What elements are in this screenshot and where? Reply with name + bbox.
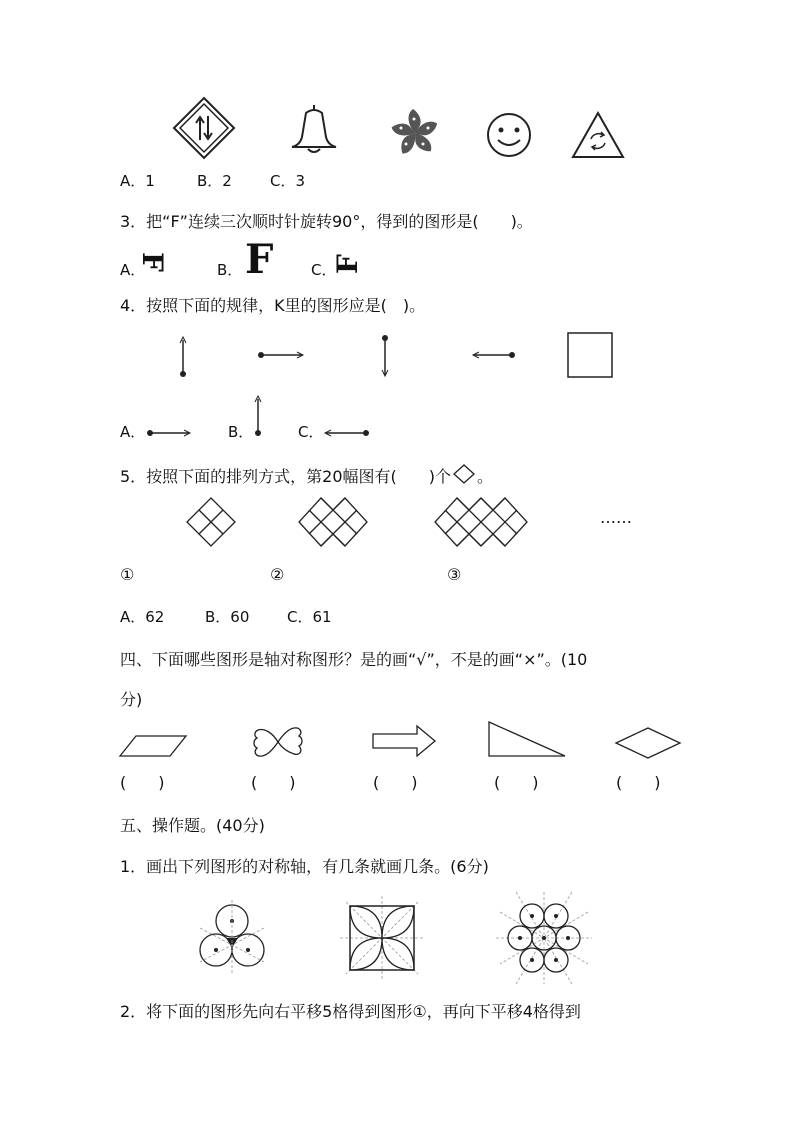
q5-option-b[interactable]: B．60	[205, 608, 250, 626]
bell-icon	[288, 103, 340, 155]
answer-blank-2[interactable]: ( )	[251, 773, 296, 792]
answer-blank-4[interactable]: ( )	[494, 773, 539, 792]
q4-option-c-arrow	[322, 426, 372, 440]
q5-question-text-main: 5．按照下面的排列方式，第20幅图有( )个	[120, 467, 452, 486]
q4-option-a[interactable]: A．	[120, 423, 146, 441]
parallelogram-shape	[118, 734, 188, 758]
smiley-face-icon	[486, 112, 532, 158]
q3-option-a[interactable]: A．	[120, 261, 146, 279]
q5-question-text	[120, 464, 493, 487]
q2-option-c[interactable]: C．3	[270, 172, 306, 190]
q3-option-c[interactable]: C．	[311, 261, 337, 279]
bow-shape	[250, 726, 306, 758]
square-petals-figure	[340, 896, 424, 980]
right-triangle-shape	[487, 720, 567, 758]
q4-option-b-arrow	[251, 393, 265, 439]
q2-option-b[interactable]: B．2	[197, 172, 232, 190]
answer-blank-1[interactable]: ( )	[120, 773, 165, 792]
s5-q2-text: 2．将下面的图形先向右平移5格得到图形①，再向下平移4格得到	[120, 1002, 581, 1021]
q5-option-c[interactable]: C．61	[287, 608, 332, 626]
q5-option-a[interactable]: A．62	[120, 608, 165, 626]
section-4-title-cont: 分)	[120, 690, 143, 709]
q4-pattern-horizontal-right	[470, 348, 520, 362]
recycle-triangle-icon	[571, 111, 625, 159]
q5-label-1: ①	[120, 565, 135, 584]
q5-figure-1	[186, 497, 236, 547]
q4-pattern-horizontal-left	[256, 348, 306, 362]
road-sign-icon	[172, 96, 236, 160]
s5-q1-text: 1．画出下列图形的对称轴，有几条就画几条。(6分)	[120, 857, 489, 876]
q5-label-2: ②	[270, 565, 285, 584]
answer-blank-5[interactable]: ( )	[616, 773, 661, 792]
answer-blank-3[interactable]: ( )	[373, 773, 418, 792]
q2-option-a[interactable]: A．1	[120, 172, 155, 190]
q5-ellipsis: ……	[600, 508, 632, 527]
q4-option-b[interactable]: B．	[228, 423, 254, 441]
q5-question-text-end: 。	[477, 467, 494, 486]
q4-option-a-arrow	[145, 426, 193, 440]
q4-answer-box[interactable]	[567, 332, 613, 378]
section-5-title: 五、操作题。(40分)	[120, 816, 265, 835]
q3-option-b[interactable]: B．	[217, 261, 243, 279]
arrow-shape	[371, 724, 437, 758]
q4-option-c[interactable]: C．	[298, 423, 324, 441]
q3-option-b-f: F	[245, 236, 274, 283]
section-4-title: 四、下面哪些图形是轴对称图形？是的画“√”，不是的画“×”。(10	[120, 650, 588, 669]
q3-option-c-rotated-f: F	[330, 254, 364, 274]
q3-question-text: 3．把“F”连续三次顺时针旋转90°，得到的图形是( )。	[120, 212, 533, 231]
q4-pattern-vertical-up	[378, 333, 392, 379]
q5-figure-2	[298, 497, 368, 547]
q5-figure-3	[434, 497, 528, 547]
q4-question-text: 4．按照下面的规律，K里的图形应是( )。	[120, 296, 426, 315]
q3-option-a-rotated-f: F	[135, 252, 169, 272]
bauhinia-flower-icon	[390, 108, 440, 158]
seven-circles-figure	[496, 892, 592, 984]
q4-pattern-vertical-down	[176, 334, 190, 380]
three-circles-figure	[192, 898, 272, 976]
rhombus-shape	[614, 726, 682, 760]
diamond-icon	[453, 464, 475, 484]
q5-label-3: ③	[447, 565, 462, 584]
